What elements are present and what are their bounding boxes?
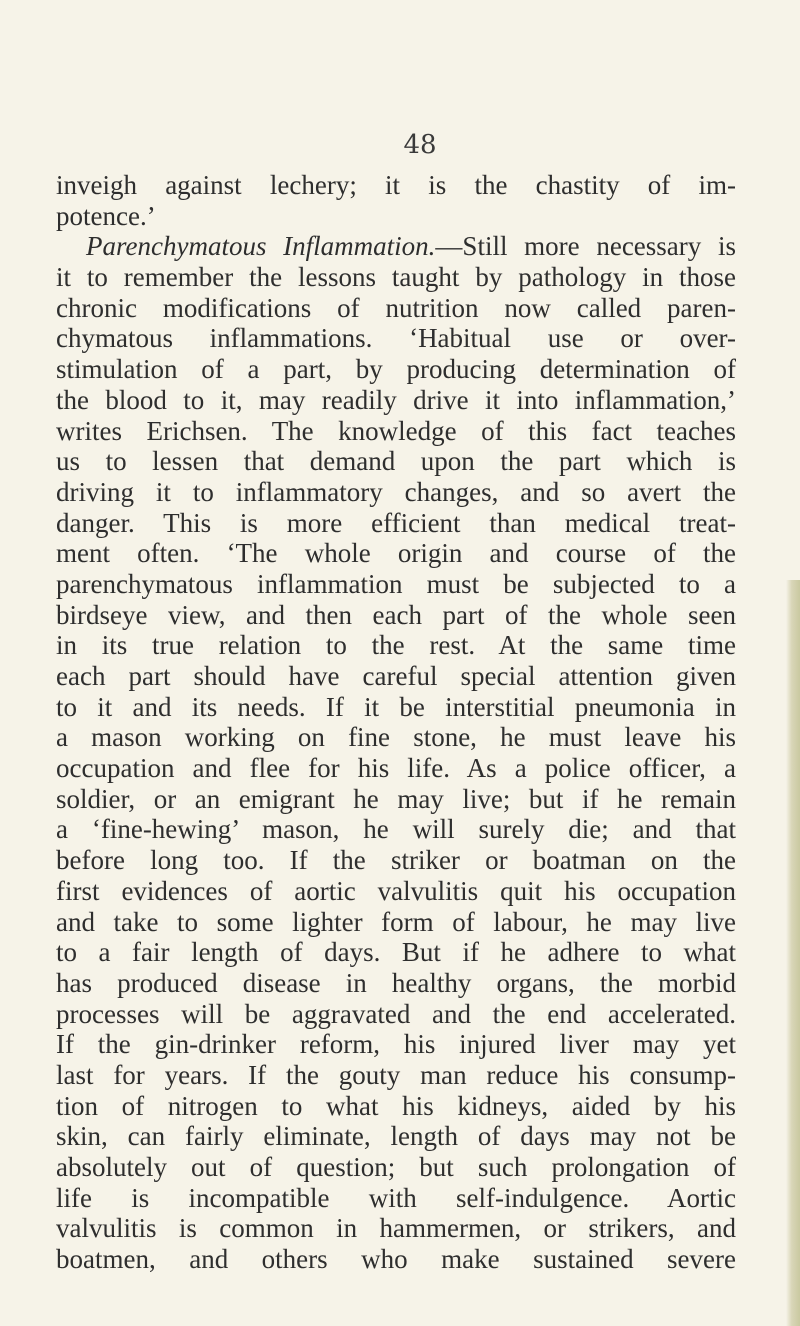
text-line: last for years. If the gouty man reduce his consump-	[56, 1059, 736, 1090]
text-line: inveigh against lechery; it is the chastity of im-	[56, 170, 736, 200]
section-heading: Parenchymatous Inflammation.	[86, 231, 436, 262]
text-line: soldier, or an emigrant he may live; but if he remain	[56, 783, 736, 814]
text-line: potence.’	[56, 200, 156, 231]
section-heading-line	[56, 231, 736, 262]
text-line: tion of nitrogen to what his kidneys, aided by his	[56, 1090, 736, 1121]
text-line: If the gin-drinker reform, his injured liver may yet	[56, 1029, 736, 1060]
text-line: birdseye view, and then each part of the whole seen	[56, 599, 736, 630]
text-line: processes will be aggravated and the end accelerated.	[56, 998, 736, 1029]
text-line: the blood to it, may readily drive it into inflammation,’	[56, 384, 736, 415]
text-line: writes Erichsen. The knowledge of this fact teaches	[56, 415, 736, 446]
text-line: a ‘fine-hewing’ mason, he will surely die; and that	[56, 814, 736, 845]
text-line: us to lessen that demand upon the part which is	[56, 446, 736, 477]
text-line: chronic modifications of nutrition now called paren-	[56, 292, 736, 323]
text-line: in its true relation to the rest. At the same time	[56, 630, 736, 661]
text-line: it to remember the lessons taught by pathology in those	[56, 262, 736, 293]
text-line: absolutely out of question; but such prolongation of	[56, 1152, 736, 1182]
text-line: and take to some lighter form of labour, he may live	[56, 906, 736, 937]
text-line: life is incompatible with self-indulgence. Aortic	[56, 1182, 736, 1213]
text-line: ment often. ‘The whole origin and course of the	[56, 538, 736, 569]
text-line: to a fair length of days. But if he adhere to what	[56, 937, 736, 968]
text-line: chymatous inflammations. ‘Habitual use or over-	[56, 323, 736, 354]
text-line: first evidences of aortic valvulitis quit his occupation	[56, 875, 736, 906]
page-number: 48	[403, 130, 437, 160]
text-line: boatmen, and others who make sustained severe	[56, 1244, 736, 1275]
text-line: occupation and flee for his life. As a police officer, a	[56, 753, 736, 784]
text-line: each part should have careful special attention given	[56, 661, 736, 691]
text-line: valvulitis is common in hammermen, or strikers, and	[56, 1213, 736, 1244]
text-line: before long too. If the striker or boatman on the	[56, 845, 736, 876]
text-line: parenchymatous inflammation must be subjected to a	[56, 568, 736, 599]
text-line: skin, can fairly eliminate, length of days may not be	[56, 1121, 736, 1152]
text-line: a mason working on fine stone, he must leave his	[56, 722, 736, 753]
section-heading-continuation: —Still more necessary is	[435, 231, 737, 262]
text-line: danger. This is more efficient than medical treat-	[56, 507, 736, 538]
body-text	[56, 170, 736, 1275]
text-line: to it and its needs. If it be interstitial pneumonia in	[56, 691, 736, 722]
text-line: driving it to inflammatory changes, and so avert the	[56, 476, 736, 507]
page-edge-shadow	[786, 580, 800, 1326]
text-line: has produced disease in healthy organs, the morbid	[56, 967, 736, 998]
text-line: stimulation of a part, by producing determination of	[56, 354, 736, 385]
